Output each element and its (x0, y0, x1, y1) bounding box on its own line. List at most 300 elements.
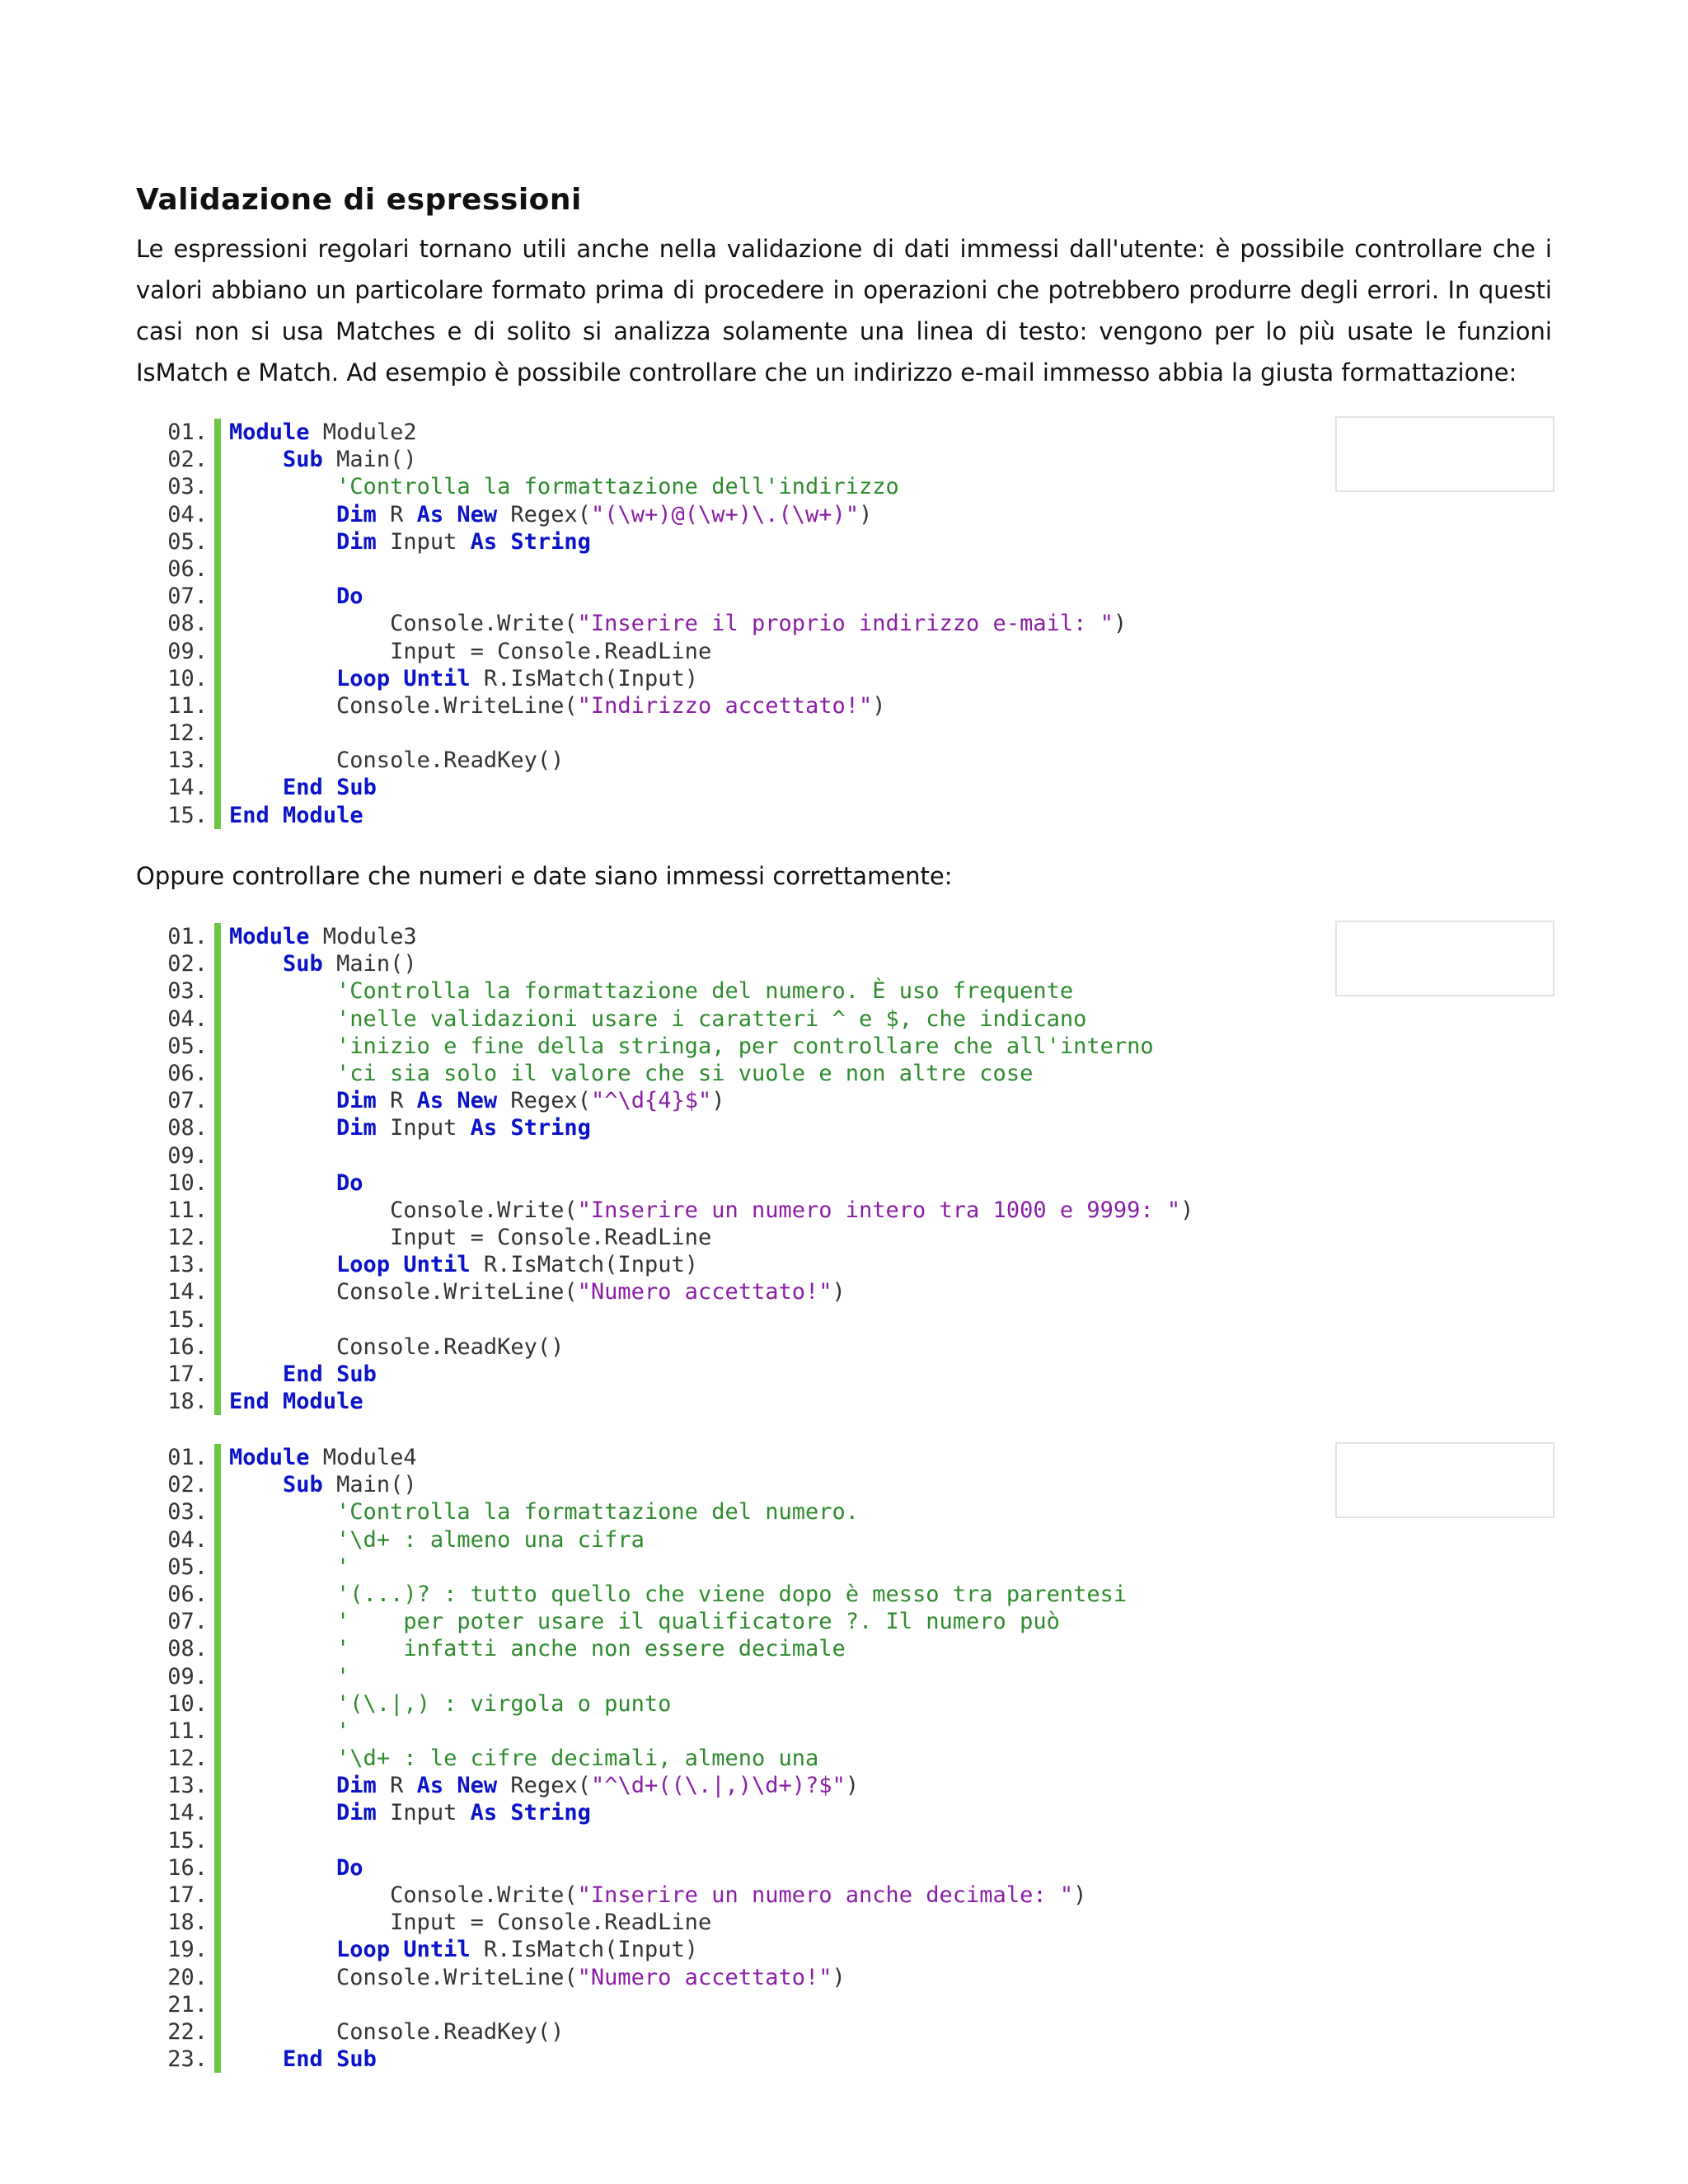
code-token: Until (403, 1937, 471, 1963)
code-token: '\d+ : le cifre decimali, almeno una (336, 1746, 819, 1772)
line-gutter-bar (214, 719, 221, 747)
code-token: New (457, 1088, 498, 1114)
code-token (497, 1115, 510, 1141)
code-token: Input = Console.ReadLine (229, 638, 712, 664)
code-line (136, 1033, 1552, 1060)
line-number: 03. (167, 1499, 208, 1526)
code-line (136, 1635, 1552, 1662)
code-token: Do (336, 583, 363, 610)
line-gutter-bar (214, 1991, 221, 2018)
code-token: ) (711, 1088, 725, 1114)
code-token: Sub (336, 1361, 377, 1387)
line-gutter-bar (214, 1471, 221, 1498)
line-gutter-bar (214, 1251, 221, 1278)
code-token: 'Controlla la formattazione del numero. È uso frequente (336, 978, 1074, 1005)
line-number: 05. (167, 1554, 208, 1580)
code-token: Sub (283, 1472, 323, 1498)
line-gutter-bar (214, 419, 221, 446)
code-text (221, 1772, 859, 1799)
line-number: 19. (167, 1937, 208, 1963)
line-number: 12. (167, 1225, 208, 1251)
code-text (221, 2046, 377, 2073)
code-token: Module (229, 1445, 310, 1470)
code-token: 'inizio e fine della stringa, per controllare che all'interno (336, 1033, 1154, 1059)
code-text (221, 719, 229, 747)
code-text (221, 1854, 363, 1882)
code-text (221, 665, 698, 692)
code-line (136, 1526, 1552, 1554)
line-number: 13. (167, 1773, 208, 1799)
code-token: Dim (336, 528, 377, 555)
line-number: 08. (167, 1115, 208, 1141)
code-line (136, 1142, 1552, 1169)
code-token: Input = Console.ReadLine (229, 1910, 712, 1936)
code-token (270, 803, 283, 828)
code-text (221, 1005, 1086, 1033)
code-line (136, 1799, 1552, 1826)
code-token: '(\.|,) : virgola o punto (336, 1690, 672, 1717)
line-gutter-bar (214, 1854, 221, 1882)
line-number: 02. (167, 951, 208, 977)
line-number: 12. (167, 1746, 208, 1772)
code-token (229, 1554, 336, 1580)
code-token (229, 1718, 336, 1744)
code-line (136, 1361, 1552, 1388)
line-number: 21. (167, 1991, 208, 2018)
code-line (136, 2018, 1552, 2046)
code-text (221, 977, 1073, 1005)
line-gutter-bar (214, 528, 221, 555)
code-text (221, 2018, 564, 2046)
code-line (136, 1224, 1552, 1251)
line-number: 02. (167, 447, 208, 473)
line-gutter-bar (214, 1498, 221, 1526)
code-token: Console.WriteLine( (229, 1279, 578, 1305)
code-line (136, 1608, 1552, 1635)
code-text (221, 1197, 1193, 1224)
code-token (229, 666, 336, 691)
line-number: 09. (167, 1663, 208, 1690)
code-token: Until (403, 1252, 471, 1278)
code-line (136, 555, 1552, 583)
code-token: R.IsMatch(Input) (470, 665, 698, 691)
code-token: "^\d{4}$" (590, 1088, 712, 1114)
code-token: Module4 (309, 1445, 417, 1470)
code-token: '\d+ : almeno una cifra (336, 1526, 645, 1553)
code-block-module4 (136, 1444, 1552, 2083)
code-token (229, 1499, 336, 1525)
code-token: "^\d+((\.|,)\d+)?$" (590, 1773, 846, 1799)
code-token: ' (336, 1663, 350, 1690)
code-text (221, 610, 1127, 637)
line-number: 02. (167, 1472, 208, 1498)
code-token: Console.Write( (229, 1197, 578, 1223)
code-token: As (416, 501, 444, 527)
code-line (136, 1005, 1552, 1033)
code-token (229, 1582, 336, 1607)
code-token (443, 1088, 457, 1113)
code-token: ) (1073, 1882, 1087, 1908)
line-gutter-bar (214, 1827, 221, 1854)
section-title: Validazione di espressioni (136, 183, 582, 217)
code-token: End (229, 802, 270, 828)
line-number: 10. (167, 1169, 208, 1196)
code-token (229, 1773, 336, 1798)
line-number: 10. (167, 665, 208, 691)
line-gutter-bar (214, 473, 221, 500)
code-line (136, 1936, 1552, 1963)
code-line (136, 1197, 1552, 1224)
code-token: Console.Write( (229, 611, 578, 637)
line-number: 18. (167, 1910, 208, 1936)
code-token: Until (403, 665, 471, 691)
code-line (136, 1060, 1552, 1087)
line-gutter-bar (214, 977, 221, 1005)
code-line (136, 1251, 1552, 1278)
code-token (229, 1527, 336, 1553)
code-text (221, 1882, 1086, 1909)
code-line (136, 1772, 1552, 1799)
code-text (221, 1306, 229, 1333)
line-gutter-bar (214, 1554, 221, 1581)
code-token: End (283, 1361, 323, 1387)
code-token: String (510, 1115, 591, 1141)
code-block-module3 (136, 923, 1552, 1415)
code-token: Regex( (497, 1773, 591, 1799)
code-text (221, 501, 872, 528)
line-gutter-bar (214, 1799, 221, 1826)
code-text (221, 1060, 1033, 1087)
code-line (136, 1114, 1552, 1141)
code-line (136, 719, 1552, 747)
code-token: R (376, 1773, 417, 1799)
code-line (136, 1854, 1552, 1882)
code-line (136, 638, 1552, 665)
line-number: 09. (167, 1142, 208, 1169)
line-gutter-bar (214, 774, 221, 801)
line-number: 04. (167, 501, 208, 527)
code-text (221, 1224, 711, 1251)
line-gutter-bar (214, 1361, 221, 1388)
line-gutter-bar (214, 1005, 221, 1033)
code-text (221, 1526, 645, 1554)
between-paragraph: Oppure controllare che numeri e date siano immessi correttamente: (136, 862, 953, 890)
code-text (221, 747, 564, 774)
line-number: 01. (167, 419, 208, 445)
code-token: ) (872, 692, 886, 719)
line-number: 12. (167, 720, 208, 747)
code-token: Dim (336, 1115, 377, 1141)
line-gutter-bar (214, 747, 221, 774)
line-gutter-bar (214, 1278, 221, 1305)
code-token: String (510, 1800, 591, 1826)
line-gutter-bar (214, 1909, 221, 1936)
line-number: 11. (167, 1197, 208, 1223)
line-gutter-bar (214, 555, 221, 583)
code-text (221, 1251, 698, 1278)
code-token: Console.Write( (229, 1882, 578, 1908)
code-token (229, 1609, 336, 1634)
code-token: Main() (322, 447, 417, 473)
code-text (221, 1663, 349, 1690)
code-token: Input (376, 1115, 471, 1141)
line-number: 22. (167, 2018, 208, 2045)
code-line (136, 2046, 1552, 2073)
code-text (221, 1718, 349, 1745)
code-token: Loop (336, 1937, 391, 1963)
code-token: Console.WriteLine( (229, 1964, 578, 1990)
code-token (229, 1746, 336, 1771)
line-number: 06. (167, 555, 208, 582)
code-token (497, 1800, 510, 1825)
code-token (229, 2046, 283, 2072)
code-token: ' per poter usare il qualificatore ?. Il numero può (336, 1609, 1060, 1635)
line-gutter-bar (214, 1169, 221, 1197)
line-number: 23. (167, 2046, 208, 2073)
line-gutter-bar (214, 610, 221, 637)
code-token: "Inserire un numero anche decimale: " (577, 1882, 1074, 1908)
code-line (136, 1663, 1552, 1690)
code-token (229, 775, 283, 800)
code-token: "Inserire un numero intero tra 1000 e 9999: " (577, 1197, 1181, 1223)
code-token (390, 1937, 403, 1962)
code-token: As (416, 1773, 444, 1799)
code-token (270, 1389, 283, 1414)
line-number: 15. (167, 1306, 208, 1333)
code-token: Loop (336, 665, 391, 691)
code-token (229, 1937, 336, 1962)
code-token: Module (283, 802, 363, 828)
code-text (221, 1964, 846, 1991)
line-number: 11. (167, 1718, 208, 1744)
line-number: 04. (167, 1005, 208, 1032)
code-text (221, 419, 417, 446)
line-gutter-bar (214, 1745, 221, 1772)
line-gutter-bar (214, 638, 221, 665)
code-token: "Inserire il proprio indirizzo e-mail: " (577, 611, 1114, 637)
code-token: '(...)? : tutto quello che viene dopo è messo tra parentesi (336, 1581, 1128, 1607)
code-token: End (283, 775, 323, 801)
code-text (221, 1554, 349, 1581)
line-gutter-bar (214, 1608, 221, 1635)
code-token: Dim (336, 1088, 377, 1114)
code-token (229, 951, 283, 977)
line-number: 20. (167, 1964, 208, 1990)
code-line (136, 1306, 1552, 1333)
code-token: ' infatti anche non essere decimale (336, 1636, 846, 1662)
code-line (136, 1581, 1552, 1608)
code-token: ) (1113, 611, 1128, 637)
code-token: String (510, 528, 591, 555)
line-gutter-bar (214, 1718, 221, 1745)
code-token: ' (336, 1554, 350, 1580)
code-token: End (283, 2046, 323, 2073)
line-number: 04. (167, 1526, 208, 1553)
code-toolbar-box[interactable] (1335, 921, 1554, 996)
code-line (136, 1718, 1552, 1745)
code-line (136, 802, 1552, 829)
code-token: ) (845, 1773, 860, 1799)
code-text (221, 528, 591, 555)
line-gutter-bar (214, 1690, 221, 1718)
line-gutter-bar (214, 1882, 221, 1909)
code-text (221, 1033, 1154, 1060)
line-number: 08. (167, 611, 208, 637)
line-number: 05. (167, 1033, 208, 1059)
code-token: Dim (336, 1773, 377, 1799)
line-number: 17. (167, 1882, 208, 1908)
line-gutter-bar (214, 1087, 221, 1114)
line-number: 14. (167, 775, 208, 801)
line-gutter-bar (214, 1114, 221, 1141)
line-number: 13. (167, 1252, 208, 1278)
code-token: Module (283, 1389, 363, 1415)
code-text (221, 1333, 564, 1361)
code-text (221, 1444, 417, 1471)
code-token (229, 1115, 336, 1141)
code-token: R (376, 501, 417, 527)
code-line (136, 1909, 1552, 1936)
code-token: ) (832, 1279, 846, 1305)
line-gutter-bar (214, 2046, 221, 2073)
code-token (229, 1252, 336, 1277)
code-token: Module (229, 419, 310, 445)
code-line (136, 501, 1552, 528)
code-line (136, 1278, 1552, 1305)
code-line (136, 1882, 1552, 1909)
code-toolbar-box[interactable] (1335, 416, 1554, 492)
code-toolbar-box[interactable] (1335, 1442, 1554, 1518)
line-gutter-bar (214, 583, 221, 610)
code-token (229, 978, 336, 1004)
code-token: ) (1180, 1197, 1194, 1223)
line-gutter-bar (214, 1197, 221, 1224)
line-gutter-bar (214, 1936, 221, 1963)
code-token: Sub (283, 447, 323, 473)
code-token: New (457, 1773, 498, 1799)
line-number: 05. (167, 528, 208, 555)
code-token (229, 1691, 336, 1717)
code-token (229, 1088, 336, 1113)
line-gutter-bar (214, 1224, 221, 1251)
code-token: Do (336, 1854, 363, 1881)
code-token: "Indirizzo accettato!" (577, 692, 873, 719)
code-token: 'Controlla la formattazione del numero. (336, 1499, 860, 1526)
line-gutter-bar (214, 1306, 221, 1333)
code-token: ) (832, 1964, 846, 1990)
code-line (136, 1827, 1552, 1854)
code-line (136, 1554, 1552, 1581)
code-token: 'Controlla la formattazione dell'indirizzo (336, 474, 899, 500)
line-number: 10. (167, 1690, 208, 1717)
code-token (229, 1800, 336, 1825)
line-gutter-bar (214, 1333, 221, 1361)
line-number: 08. (167, 1636, 208, 1662)
code-token: Module (229, 924, 310, 949)
code-text (221, 950, 417, 977)
line-number: 03. (167, 474, 208, 500)
code-token: Dim (336, 501, 377, 527)
code-token: As (416, 1088, 444, 1114)
code-token: R.IsMatch(Input) (470, 1937, 698, 1963)
code-line (136, 610, 1552, 637)
line-number: 07. (167, 583, 208, 610)
code-line (136, 1169, 1552, 1197)
code-token (229, 474, 336, 499)
code-line (136, 1333, 1552, 1361)
code-text (221, 473, 899, 500)
code-token: Input (376, 528, 471, 555)
code-token: Console.ReadKey() (229, 2018, 565, 2045)
code-token (229, 529, 336, 555)
line-gutter-bar (214, 1444, 221, 1471)
code-token: 'ci sia solo il valore che si vuole e non altre cose (336, 1060, 1034, 1086)
code-text (221, 1909, 711, 1936)
code-text (221, 1827, 229, 1854)
code-token: Main() (322, 1472, 417, 1498)
line-number: 07. (167, 1088, 208, 1114)
code-token: Regex( (497, 1088, 591, 1114)
code-token (229, 583, 336, 609)
code-line (136, 747, 1552, 774)
line-number: 14. (167, 1800, 208, 1826)
code-text (221, 1498, 859, 1526)
code-line (136, 774, 1552, 801)
code-token: Console.WriteLine( (229, 692, 578, 719)
line-number: 01. (167, 924, 208, 949)
code-token: "Numero accettato!" (577, 1279, 832, 1305)
code-token: Module2 (309, 419, 417, 445)
line-gutter-bar (214, 1635, 221, 1662)
line-gutter-bar (214, 1388, 221, 1415)
code-token (390, 666, 403, 691)
code-token (443, 1773, 457, 1798)
code-token: Sub (336, 2046, 377, 2073)
line-gutter-bar (214, 446, 221, 473)
line-gutter-bar (214, 1526, 221, 1554)
line-gutter-bar (214, 692, 221, 719)
code-text (221, 1471, 417, 1498)
code-token (229, 1006, 336, 1032)
code-text (221, 1142, 229, 1169)
code-token (229, 447, 283, 472)
code-text (221, 583, 363, 610)
code-token (229, 1636, 336, 1661)
code-text (221, 1745, 818, 1772)
code-text (221, 555, 229, 583)
code-line (136, 583, 1552, 610)
code-token: As (470, 528, 498, 555)
code-token: Input = Console.ReadLine (229, 1225, 712, 1251)
code-text (221, 1608, 1060, 1635)
code-text (221, 923, 417, 950)
code-token (229, 1361, 283, 1387)
code-line (136, 665, 1552, 692)
line-number: 15. (167, 802, 208, 828)
code-line (136, 1964, 1552, 1991)
line-gutter-bar (214, 1772, 221, 1799)
code-text (221, 446, 417, 473)
line-gutter-bar (214, 802, 221, 829)
code-token (323, 1361, 336, 1387)
code-text (221, 1635, 846, 1662)
code-token: R.IsMatch(Input) (470, 1252, 698, 1278)
code-token: Console.ReadKey() (229, 748, 565, 774)
code-text (221, 1114, 591, 1141)
line-gutter-bar (214, 950, 221, 977)
code-token: Input (376, 1800, 471, 1826)
code-token: Main() (322, 951, 417, 977)
